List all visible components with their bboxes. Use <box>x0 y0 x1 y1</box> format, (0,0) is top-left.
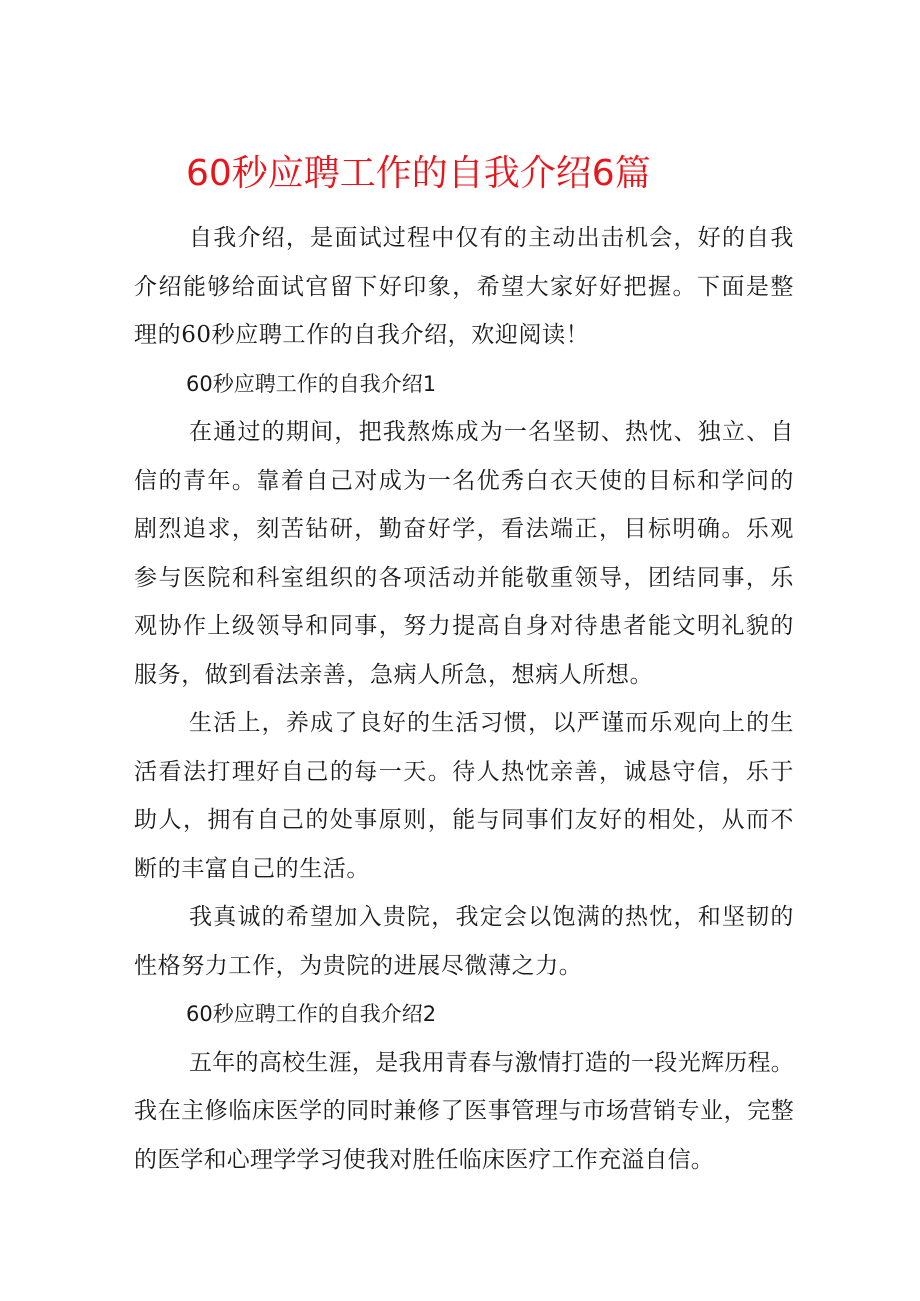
section-heading-1: 60秒应聘工作的自我介绍1 <box>186 371 437 396</box>
section-1-paragraph-3: 我真诚的希望加入贵院，我定会以饱满的热忱，和坚韧的性格努力工作，为贵院的进展尽微薄之力。 <box>134 904 794 979</box>
section-1-paragraph-1: 在通过的期间，把我熬炼成为一名坚韧、热忱、独立、自信的青年。靠着自己对成为一名优秀白衣天使的目标和学问的剧烈追求，刻苦钻研，勤奋好学，看法端正，目标明确。乐观参与医院和科室组织的各项活动并能敬重领导，团结同事，乐观协作上级领导和同事，努力提高自身对待患者能文明礼貌的服务，做到看法亲善，急病人所急，想病人所想。 <box>134 419 794 688</box>
document-body <box>134 214 794 1184</box>
intro-paragraph: 自我介绍，是面试过程中仅有的主动出击机会，好的自我介绍能够给面试官留下好印象，希望大家好好把握。下面是整理的60秒应聘工作的自我介绍，欢迎阅读！ <box>134 225 794 348</box>
section-2-paragraph-1: 五年的高校生涯，是我用青春与激情打造的一段光辉历程。我在主修临床医学的同时兼修了医事管理与市场营销专业，完整的医学和心理学学习使我对胜任临床医疗工作充溢自信。 <box>134 1049 794 1173</box>
section-heading-2: 60秒应聘工作的自我介绍2 <box>186 1002 437 1026</box>
section-1-paragraph-2: 生活上，养成了良好的生活习惯，以严谨而乐观向上的生活看法打理好自己的每一天。待人热忱亲善，诚恳守信，乐于助人，拥有自己的处事原则，能与同事们友好的相处，从而不断的丰富自己的生活。 <box>134 710 794 882</box>
document-title: 60秒应聘工作的自我介绍6篇 <box>186 153 651 194</box>
